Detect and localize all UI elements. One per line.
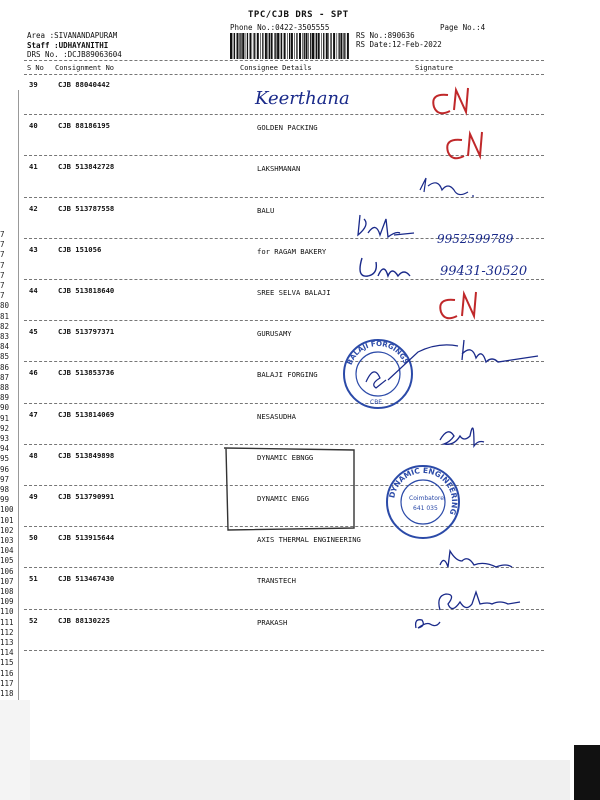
signature-40 bbox=[447, 132, 482, 158]
col-consignee: Consignee Details bbox=[240, 64, 312, 72]
row-consignee: SREE SELVA BALAJI bbox=[257, 288, 331, 297]
row-consignment-no: CJB 513842728 bbox=[58, 162, 115, 172]
row-consignee: NESASUDHA bbox=[257, 411, 296, 421]
margin-number: 100 bbox=[0, 505, 14, 515]
row-consignee: for RAGAM BAKERY bbox=[257, 246, 327, 256]
signature-45 bbox=[462, 340, 538, 362]
row-consignment-no: CJB 513797371 bbox=[58, 327, 115, 337]
margin-number: 90 bbox=[0, 403, 10, 413]
margin-number: 89 bbox=[0, 393, 10, 403]
row-consignment-no: CJB 513787558 bbox=[58, 203, 115, 213]
signature-52 bbox=[416, 592, 520, 628]
svg-text:CBE: CBE bbox=[370, 399, 383, 406]
area-label: Area :SIVANANDAPURAM bbox=[27, 31, 118, 40]
margin-number: 7 bbox=[0, 250, 5, 260]
row-consignment-no: CJB 513853736 bbox=[58, 368, 115, 378]
signature-47 bbox=[440, 428, 484, 446]
margin-number: 117 bbox=[0, 678, 14, 688]
signature-43 bbox=[360, 258, 410, 276]
row-sno: 39 bbox=[29, 80, 38, 89]
row-sno: 52 bbox=[29, 615, 38, 625]
row-consignee: AXIS THERMAL ENGINEERING bbox=[257, 535, 361, 545]
margin-number: 86 bbox=[0, 362, 10, 372]
row-sno: 47 bbox=[29, 409, 38, 419]
margin-number: 84 bbox=[0, 342, 10, 352]
signature-50 bbox=[440, 551, 512, 567]
margin-number: 113 bbox=[0, 638, 14, 647]
margin-number: 107 bbox=[0, 576, 14, 586]
margin-number: 7 bbox=[0, 281, 5, 290]
margin-number: 93 bbox=[0, 434, 10, 443]
margin-number: 104 bbox=[0, 546, 14, 556]
margin-number: 88 bbox=[0, 383, 10, 392]
margin-number: 106 bbox=[0, 566, 14, 576]
margin-number: 99 bbox=[0, 495, 10, 505]
row-sno: 51 bbox=[29, 574, 38, 584]
margin-number: 96 bbox=[0, 464, 10, 474]
svg-text:Coimbatore: Coimbatore bbox=[409, 495, 444, 502]
row-consignee: BALU bbox=[257, 205, 275, 215]
margin-number: 85 bbox=[0, 352, 10, 362]
phone-number: Phone No.:0422-3505555 bbox=[230, 23, 330, 32]
hand-drawn-box bbox=[224, 448, 354, 530]
margin-number: 81 bbox=[0, 311, 10, 321]
row-sno: 42 bbox=[29, 203, 38, 213]
margin-number: 7 bbox=[0, 291, 5, 301]
margin-number: 91 bbox=[0, 413, 10, 423]
margin-number: 87 bbox=[0, 372, 10, 382]
margin-number: 112 bbox=[0, 627, 14, 637]
margin-number: 118 bbox=[0, 689, 14, 698]
handwritten-phone-43: 99431-30520 bbox=[440, 264, 528, 279]
margin-number: 7 bbox=[0, 240, 5, 250]
margin-number: 116 bbox=[0, 668, 14, 678]
row-consignee: DYNAMIC ENGG bbox=[257, 494, 309, 503]
margin-number: 105 bbox=[0, 556, 14, 566]
svg-text:DYNAMIC ENGINEERING: DYNAMIC ENGINEERING bbox=[387, 465, 460, 517]
margin-number: 111 bbox=[0, 617, 14, 627]
row-consignment-no: CJB 513818640 bbox=[58, 286, 115, 295]
margin-number: 114 bbox=[0, 648, 14, 658]
row-consignment-no: CJB 513790991 bbox=[58, 492, 115, 501]
margin-number: 98 bbox=[0, 485, 10, 494]
row-consignment-no: CJB 513915644 bbox=[58, 533, 115, 543]
margin-number: 108 bbox=[0, 587, 14, 596]
margin-number: 97 bbox=[0, 474, 10, 484]
row-sno: 45 bbox=[29, 327, 38, 337]
document-title: TPC/CJB DRS - SPT bbox=[248, 10, 349, 20]
row-consignment-no: CJB 88040442 bbox=[58, 80, 110, 89]
row-consignment-no: CJB 513814069 bbox=[58, 409, 115, 419]
margin-number: 110 bbox=[0, 607, 14, 617]
col-signature: Signature bbox=[415, 64, 453, 72]
row-consignee: BALAJI FORGING bbox=[257, 370, 318, 380]
row-consignment-no: CJB 88130225 bbox=[58, 615, 110, 625]
signature-42 bbox=[358, 215, 414, 237]
row-consignee: DYNAMIC EBNGG bbox=[257, 452, 314, 462]
row-consignment-no: CJB 513467430 bbox=[58, 574, 115, 584]
row-sno: 40 bbox=[29, 121, 38, 131]
margin-number: 92 bbox=[0, 423, 10, 433]
row-sno: 49 bbox=[29, 492, 38, 501]
margin-number: 7 bbox=[0, 230, 5, 239]
svg-text:641 035: 641 035 bbox=[413, 505, 438, 512]
row-consignment-no: CJB 513849898 bbox=[58, 450, 115, 460]
drs-number: DRS No. :DCJB89063604 bbox=[27, 50, 122, 59]
row-sno: 41 bbox=[29, 162, 38, 172]
margin-number: 80 bbox=[0, 301, 10, 311]
col-consignment: Consignment No bbox=[55, 64, 115, 72]
row-consignment-no: CJB 88186195 bbox=[58, 121, 110, 131]
margin-number: 102 bbox=[0, 525, 14, 535]
handwritten-keerthana: Keerthana bbox=[255, 88, 350, 109]
row-sno: 48 bbox=[29, 450, 38, 460]
signature-39 bbox=[433, 88, 468, 113]
row-sno: 44 bbox=[29, 286, 38, 295]
row-consignee: TRANSTECH bbox=[257, 576, 296, 586]
margin-number: 94 bbox=[0, 444, 10, 454]
rs-date: RS Date:12-Feb-2022 bbox=[356, 40, 442, 49]
margin-number: 7 bbox=[0, 270, 5, 280]
margin-number: 103 bbox=[0, 536, 14, 545]
signature-44 bbox=[440, 292, 476, 318]
staff-label: Staff :UDHAYANITHI bbox=[27, 41, 109, 50]
margin-number: 101 bbox=[0, 515, 14, 525]
page-number: Page No.:4 bbox=[440, 23, 486, 32]
margin-number: 109 bbox=[0, 597, 14, 607]
margin-number: 95 bbox=[0, 454, 10, 464]
row-sno: 46 bbox=[29, 368, 38, 378]
signature-41 bbox=[420, 178, 474, 196]
margin-number: 82 bbox=[0, 321, 10, 331]
row-consignee: LAKSHMANAN bbox=[257, 164, 301, 174]
row-consignment-no: CJB 151056 bbox=[58, 244, 102, 254]
col-sno: S No bbox=[27, 64, 44, 72]
row-consignee: GOLDEN PACKING bbox=[257, 123, 318, 133]
margin-number: 115 bbox=[0, 658, 14, 668]
handwritten-phone-42: 9952599789 bbox=[437, 232, 514, 246]
balaji-stamp bbox=[344, 340, 458, 408]
margin-number: 7 bbox=[0, 260, 5, 270]
row-consignee: PRAKASH bbox=[257, 617, 288, 627]
margin-number: 83 bbox=[0, 332, 10, 341]
row-sno: 43 bbox=[29, 244, 38, 254]
row-consignee: GURUSAMY bbox=[257, 329, 292, 339]
rs-number: RS No.:890636 bbox=[356, 31, 415, 40]
dynamic-stamp bbox=[387, 466, 459, 538]
svg-text:BALAJI FORGINGS: BALAJI FORGINGS bbox=[345, 339, 410, 367]
row-sno: 50 bbox=[29, 533, 38, 543]
